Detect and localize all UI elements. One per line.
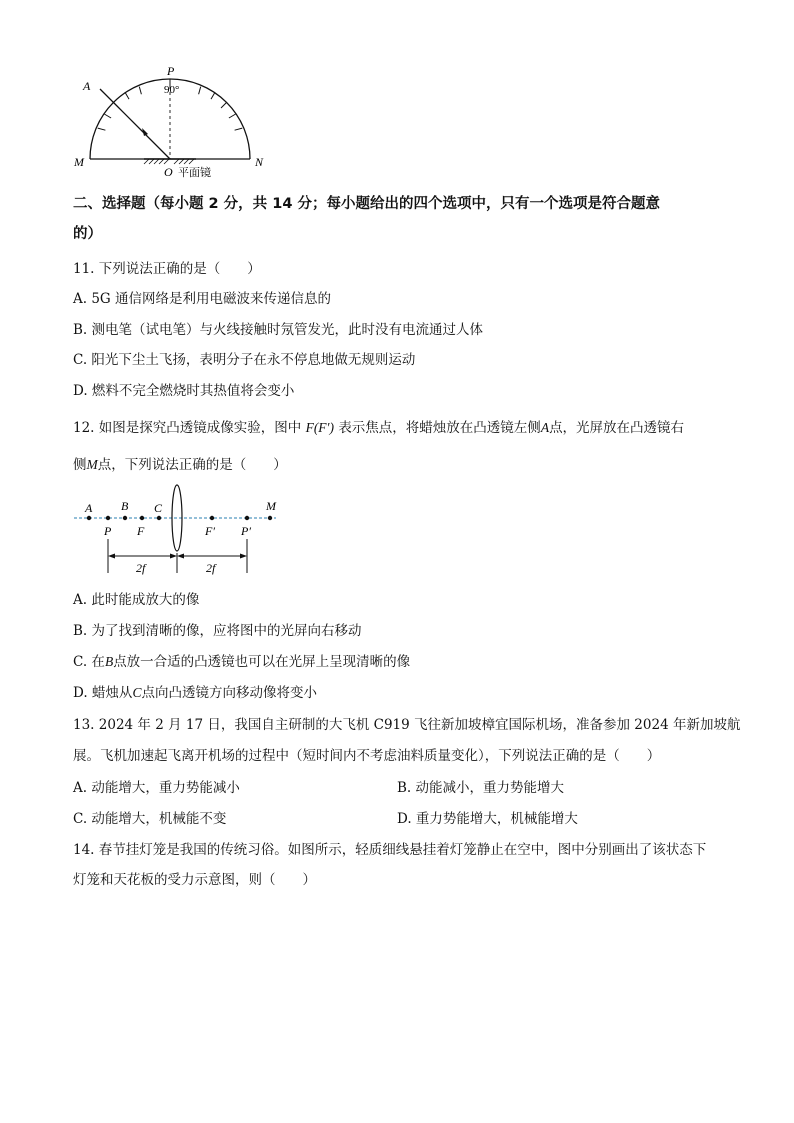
q12-stem-fp: (F′) [313,420,335,435]
lens-label-c: C [154,501,163,515]
lens-label-pp: P′ [241,524,251,538]
q12-option-c-text: C. 在 [73,654,105,670]
label-p: P [167,64,175,78]
label-o: O [164,165,173,179]
q12-stem-text: 点，光屏放在凸透镜右 [549,420,685,436]
q11-option-a: A. 5G 通信网络是利用电磁波来传递信息的 [73,291,331,307]
lens-label-f: F [137,524,145,538]
q12-option-d [73,681,317,701]
label-a: A [83,79,91,93]
q13-option-b: B. 动能减小，重力势能增大 [397,780,565,796]
lens-label-m: M [266,499,276,513]
lens-label-fp: F′ [205,524,215,538]
mirror-label: 平面镜 [178,167,211,179]
q13-option-a: A. 动能增大，重力势能减小 [73,780,240,796]
q12-stem-f: F [305,420,314,435]
lens-label-a: A [85,501,93,515]
q12-stem-text: 表示焦点，将蜡烛放在凸透镜左侧 [338,420,541,436]
lens-label-p: P [104,524,112,538]
q14-stem-line1: 14. 春节挂灯笼是我国的传统习俗。如图所示，轻质细线悬挂着灯笼静止在空中，图中分别画出了该状态下 [73,842,707,858]
q12-option-c-b: B [104,654,114,669]
dim-label-right: 2f [206,561,216,575]
q12-stem-text: 侧 [73,457,87,473]
q12-option-d-text: D. 蜡烛从 [73,685,133,701]
q12-stem-text: 12. 如图是探究凸透镜成像实验，图中 [73,420,302,436]
q11-option-d: D. 燃料不完全燃烧时其热值将会变小 [73,383,295,399]
q12-option-c-text: 点放一合适的凸透镜也可以在光屏上呈现清晰的像 [113,654,411,670]
q12-option-b: B. 为了找到清晰的像，应将图中的光屏向右移动 [73,623,362,639]
q14-stem-line2: 灯笼和天花板的受力示意图，则（ ） [73,872,316,888]
q11-option-c: C. 阳光下尘土飞扬，表明分子在永不停息地做无规则运动 [73,352,416,368]
q12-stem-line2 [73,453,287,473]
q11-stem: 11. 下列说法正确的是（ ） [73,261,261,277]
q12-stem-a: A [540,420,550,435]
q12-option-a: A. 此时能成放大的像 [73,592,200,608]
label-n: N [255,155,264,169]
q13-stem-line2: 展。飞机加速起飞离开机场的过程中（短时间内不考虑油料质量变化），下列说法正确的是（ ） [73,748,661,764]
q12-stem-m: M [86,457,98,472]
dim-label-left: 2f [136,561,146,575]
q12-option-c [73,650,410,670]
q11-option-b: B. 测电笔（试电笔）与火线接触时氖管发光，此时没有电流通过人体 [73,322,484,338]
q12-option-d-text: 点向凸透镜方向移动像将变小 [141,685,317,701]
q13-option-c: C. 动能增大，机械能不变 [73,811,227,827]
section-heading-cont: 的） [73,226,102,242]
angle-label: 90° [164,84,180,96]
q12-option-d-c: C [132,685,142,700]
lens-label-b: B [121,499,129,513]
label-m: M [74,155,84,169]
convex-lens-figure [70,483,290,581]
q13-option-d: D. 重力势能增大，机械能增大 [397,811,578,827]
q12-stem-line1 [73,416,684,436]
protractor-mirror-figure [70,62,280,182]
section-heading: 二、选择题（每小题 2 分，共 14 分；每小题给出的四个选项中，只有一个选项是符合题意 [73,196,660,212]
q13-stem-line1: 13. 2024 年 2 月 17 日，我国自主研制的大飞机 C919 飞往新加坡樟宜国际机场，准备参加 2024 年新加坡航 [73,717,741,733]
q12-stem-text: 点，下列说法正确的是（ ） [97,457,287,473]
